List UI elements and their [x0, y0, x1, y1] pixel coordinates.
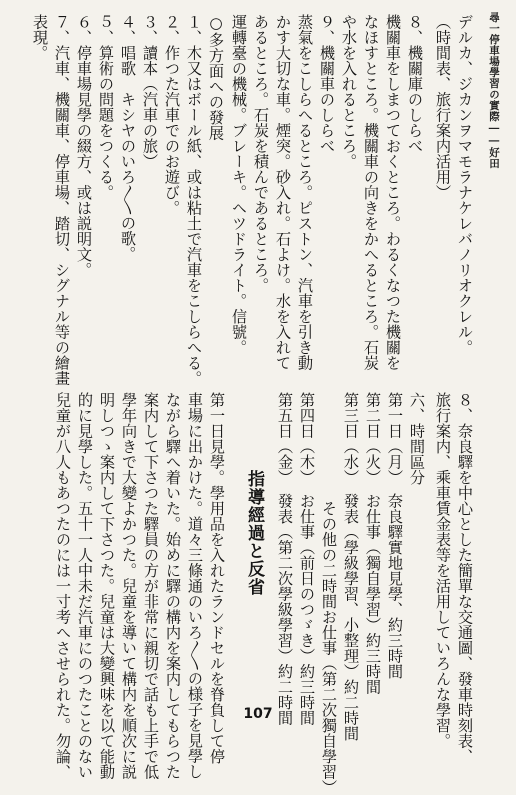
lower-col-06: 第三日（水） 發表（學級學習、小整理）約二時間: [342, 392, 360, 741]
upper-col-18: ６、停車場見學の綴方、或は説明文。: [75, 14, 93, 278]
block-divider: [12, 389, 466, 390]
upper-col-13: １、木又はボール紙、或は粘土で汽車をこしらへる。: [185, 14, 203, 386]
lower-col-09: 第五日（金） 發表（第二次學級學習）約二時間: [276, 392, 294, 726]
lower-col-11: 車場に出かけた。道々三條通のいろ〳〵の様子を見學し: [186, 392, 204, 780]
upper-col-02: （時間表、旅行案内活用）: [434, 14, 452, 200]
upper-col-20: 表現。: [31, 14, 49, 61]
lower-col-04: 第一日（月） 奈良驛實地見學、約三時間: [386, 392, 404, 679]
lower-col-05: 第二日（火） お仕事（獨自學習）約三時間: [364, 392, 382, 695]
upper-col-01: デルカ、ジカンヲマモラナケレバノリオクレル。: [456, 14, 474, 355]
upper-col-05: なほすところ。機關車の向きをかへるところ。石炭: [362, 14, 380, 371]
lower-col-07: その他の二時間お仕事（第二次獨自學習）: [320, 392, 338, 795]
upper-col-06: や水を入れるところ。: [340, 14, 358, 169]
upper-col-08: 蒸氣をこしらへるところ。ピストン、汽車を引き動: [296, 14, 314, 371]
upper-col-07: ９、機關車のしらべ: [318, 14, 336, 154]
lower-col-15: 明しつゝ案内して下さつた。兒童は大變興味を以て能動: [98, 392, 116, 780]
upper-col-17: ５、算術の問題をつくる。: [97, 14, 115, 200]
upper-col-04: 機關車をしまつておくところ。わるくなつた機關を: [384, 14, 402, 371]
lower-col-16: 的に見學した。五十一人中未だ汽車にのつたことのない: [76, 392, 94, 780]
section-heading: 指導經過と反省: [244, 470, 264, 596]
lower-col-10: 第一日見學。學用品を入れたランドセルを脊負して停: [208, 392, 226, 764]
upper-col-10: あるところ。石炭を積んであるところ。: [252, 14, 270, 293]
upper-col-15: ３、讀本（汽車の旅）: [141, 14, 159, 169]
lower-col-03: 六、時間區分: [408, 392, 426, 485]
page-number: 107: [243, 706, 273, 722]
upper-col-19: ７、汽車、機關車、停車場、踏切、シグナル等の繪畫: [53, 14, 71, 386]
upper-col-11: 運轉臺の機械。ブレーキ。ヘツドライト。信號。: [230, 14, 248, 355]
lower-col-17: 兒童が八人もあつたのには一寸考へさせられた。勿論、: [54, 392, 72, 780]
lower-col-13: 案内して下さつた驛員の方が非常に親切で話も上手で低: [142, 392, 160, 780]
upper-col-16: ４、唱歌 キシヤのいろ〳〵の歌。: [119, 14, 137, 262]
upper-col-14: ２、作つた汽車でのお遊び。: [163, 14, 181, 216]
upper-col-12: ○多方面への發展: [207, 14, 225, 141]
lower-col-01: ８、奈良驛を中心とした簡單な交通圖、發車時刻表、: [456, 392, 474, 764]
lower-col-14: 學年向きで大變よかつた。兒童を導いて構内を順次に説: [120, 392, 138, 780]
lower-col-08: 第四日（木） お仕事（前日のつゞき）約三時間: [298, 392, 316, 726]
upper-col-03: ８、機關庫のしらべ: [406, 14, 424, 154]
running-header: 尋一停車場學習の實際――好田: [488, 12, 500, 169]
upper-col-09: かす大切な車。煙突。砂入れ。石よけ。水を入れて: [274, 14, 292, 371]
lower-col-12: ながら驛へ着いた。始めに驛の構内を案内してもらつた: [164, 392, 182, 780]
lower-col-02: 旅行案内、乘車賃金表等を活用していろんな學習。: [434, 392, 452, 749]
